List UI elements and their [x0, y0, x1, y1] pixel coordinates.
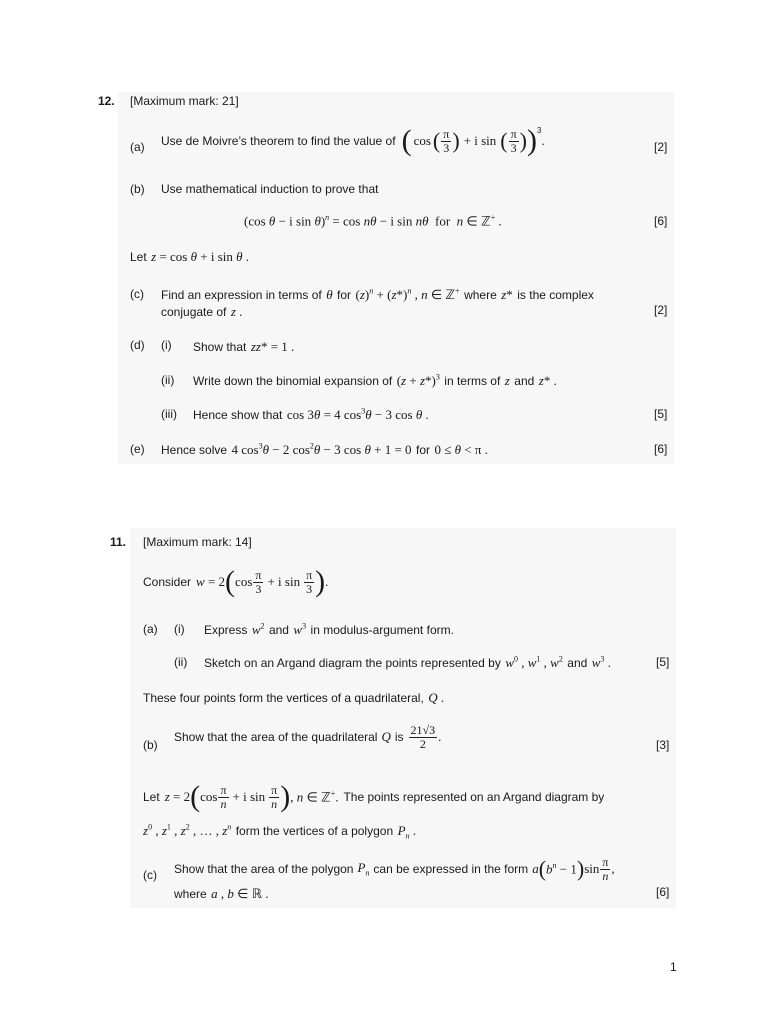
q12d-mark: [5] — [654, 407, 668, 421]
q12c-mark: [2] — [654, 303, 668, 317]
q12b-equation: (cos θ − i sin θ)$^n$ = cos nθ − i sin nθ for n ∈ ℤ+ . — [244, 213, 502, 229]
q12b-mark: [6] — [654, 214, 668, 228]
q11b-label: (b) — [143, 738, 158, 752]
q12c-label: (c) — [130, 287, 144, 301]
q12a-content: Use de Moivre’s theorem to find the value of ( cos ( $\frac{\pi}{3}$ ) + i sin ( $\frac{\pi}{3}$ ) ) $^3$ . — [161, 124, 545, 157]
q11a-mark: [5] — [656, 655, 670, 669]
q11a-i-label: (i) — [174, 622, 185, 636]
q12d-iii-text: Hence show that cos 3θ = 4 $\cos^3\theta - 3$ cos θ . — [193, 406, 429, 422]
q11c-label: (c) — [143, 868, 157, 882]
q12c-line2: conjugate of z . — [161, 304, 243, 319]
q12-max-mark: [Maximum mark: 21] — [130, 94, 239, 108]
q11-let-line1: Let z = 2 ( cos $\frac{\pi}{n}$ + i sin $\frac{\pi}{n}$ ) , n ∈ ℤ+. The points represented on an Argand diagram by — [143, 780, 605, 813]
q12a-text: Use de Moivre’s theorem to find the value of — [161, 134, 396, 148]
q11-number: 11. — [110, 535, 127, 549]
q12-let: Let z = cos θ + i sin θ . — [130, 249, 250, 264]
page-number: 1 — [670, 960, 677, 974]
q11b-text: Show that the area of the quadrilateral Q is $\frac{21√3}{2}$ . — [174, 723, 442, 751]
q12a-expr: ( — [401, 124, 412, 157]
q12a-label: (a) — [130, 140, 145, 154]
q12e-mark: [6] — [654, 442, 668, 456]
q12d-i-label: (i) — [161, 338, 172, 352]
q11a-label: (a) — [143, 622, 158, 636]
q11a-ii-label: (ii) — [174, 655, 188, 669]
q11-max-mark: [Maximum mark: 14] — [143, 535, 252, 549]
q12b-label: (b) — [130, 182, 145, 196]
q12b-text: Use mathematical induction to prove that — [161, 182, 379, 196]
q11b-mark: [3] — [656, 738, 670, 752]
q12d-i-text: Show that zz* = 1 . — [193, 339, 295, 354]
q12d-label: (d) — [130, 338, 145, 352]
q12a-mark: [2] — [654, 140, 668, 154]
q11c-mark: [6] — [656, 885, 670, 899]
q11-four-points: These four points form the vertices of a quadrilateral, Q . — [143, 690, 445, 705]
q12e-text: Hence solve 4 $\cos^3\theta - 2$ $\cos^2\theta - 3$ cos θ + 1 = 0 for 0 ≤ θ < π . — [161, 441, 488, 457]
q11c-line2: where a , b ∈ ℝ . — [174, 886, 269, 901]
q12c-line1: Find an expression in terms of θ for $(z)^n + (z*)^n$ , n ∈ ℤ+ where z* is the complex — [161, 286, 594, 302]
q12d-iii-label: (iii) — [161, 407, 177, 421]
q12d-ii-text: Write down the binomial expansion of $(z + z*)^3$ in terms of z and z* . — [193, 372, 557, 388]
q12d-ii-label: (ii) — [161, 373, 175, 387]
q11a-ii-text: Sketch on an Argand diagram the points represented by $w^0$ , $w^1$ , $w^2$ and $w^3$ . — [204, 654, 611, 670]
q12-number: 12. — [98, 94, 115, 108]
q11-consider: Consider w = 2 ( cos $\frac{\pi}{3}$ + i sin $\frac{\pi}{3}$ ) . — [143, 565, 329, 598]
q11c-line1: Show that the area of the polygon $P_n$ can be expressed in the form a ( $b^n - 1$ ) sin $\frac{\pi}{n}$ , — [174, 855, 615, 883]
q11-let-line2: $z^0$ , $z^1$ , $z^2$ , … , $z^n$ form the vertices of a polygon $P_n$ . — [143, 822, 417, 841]
q11a-i-text: Express $w^2$ and $w^3$ in modulus-argument form. — [204, 621, 454, 637]
q12e-label: (e) — [130, 442, 145, 456]
